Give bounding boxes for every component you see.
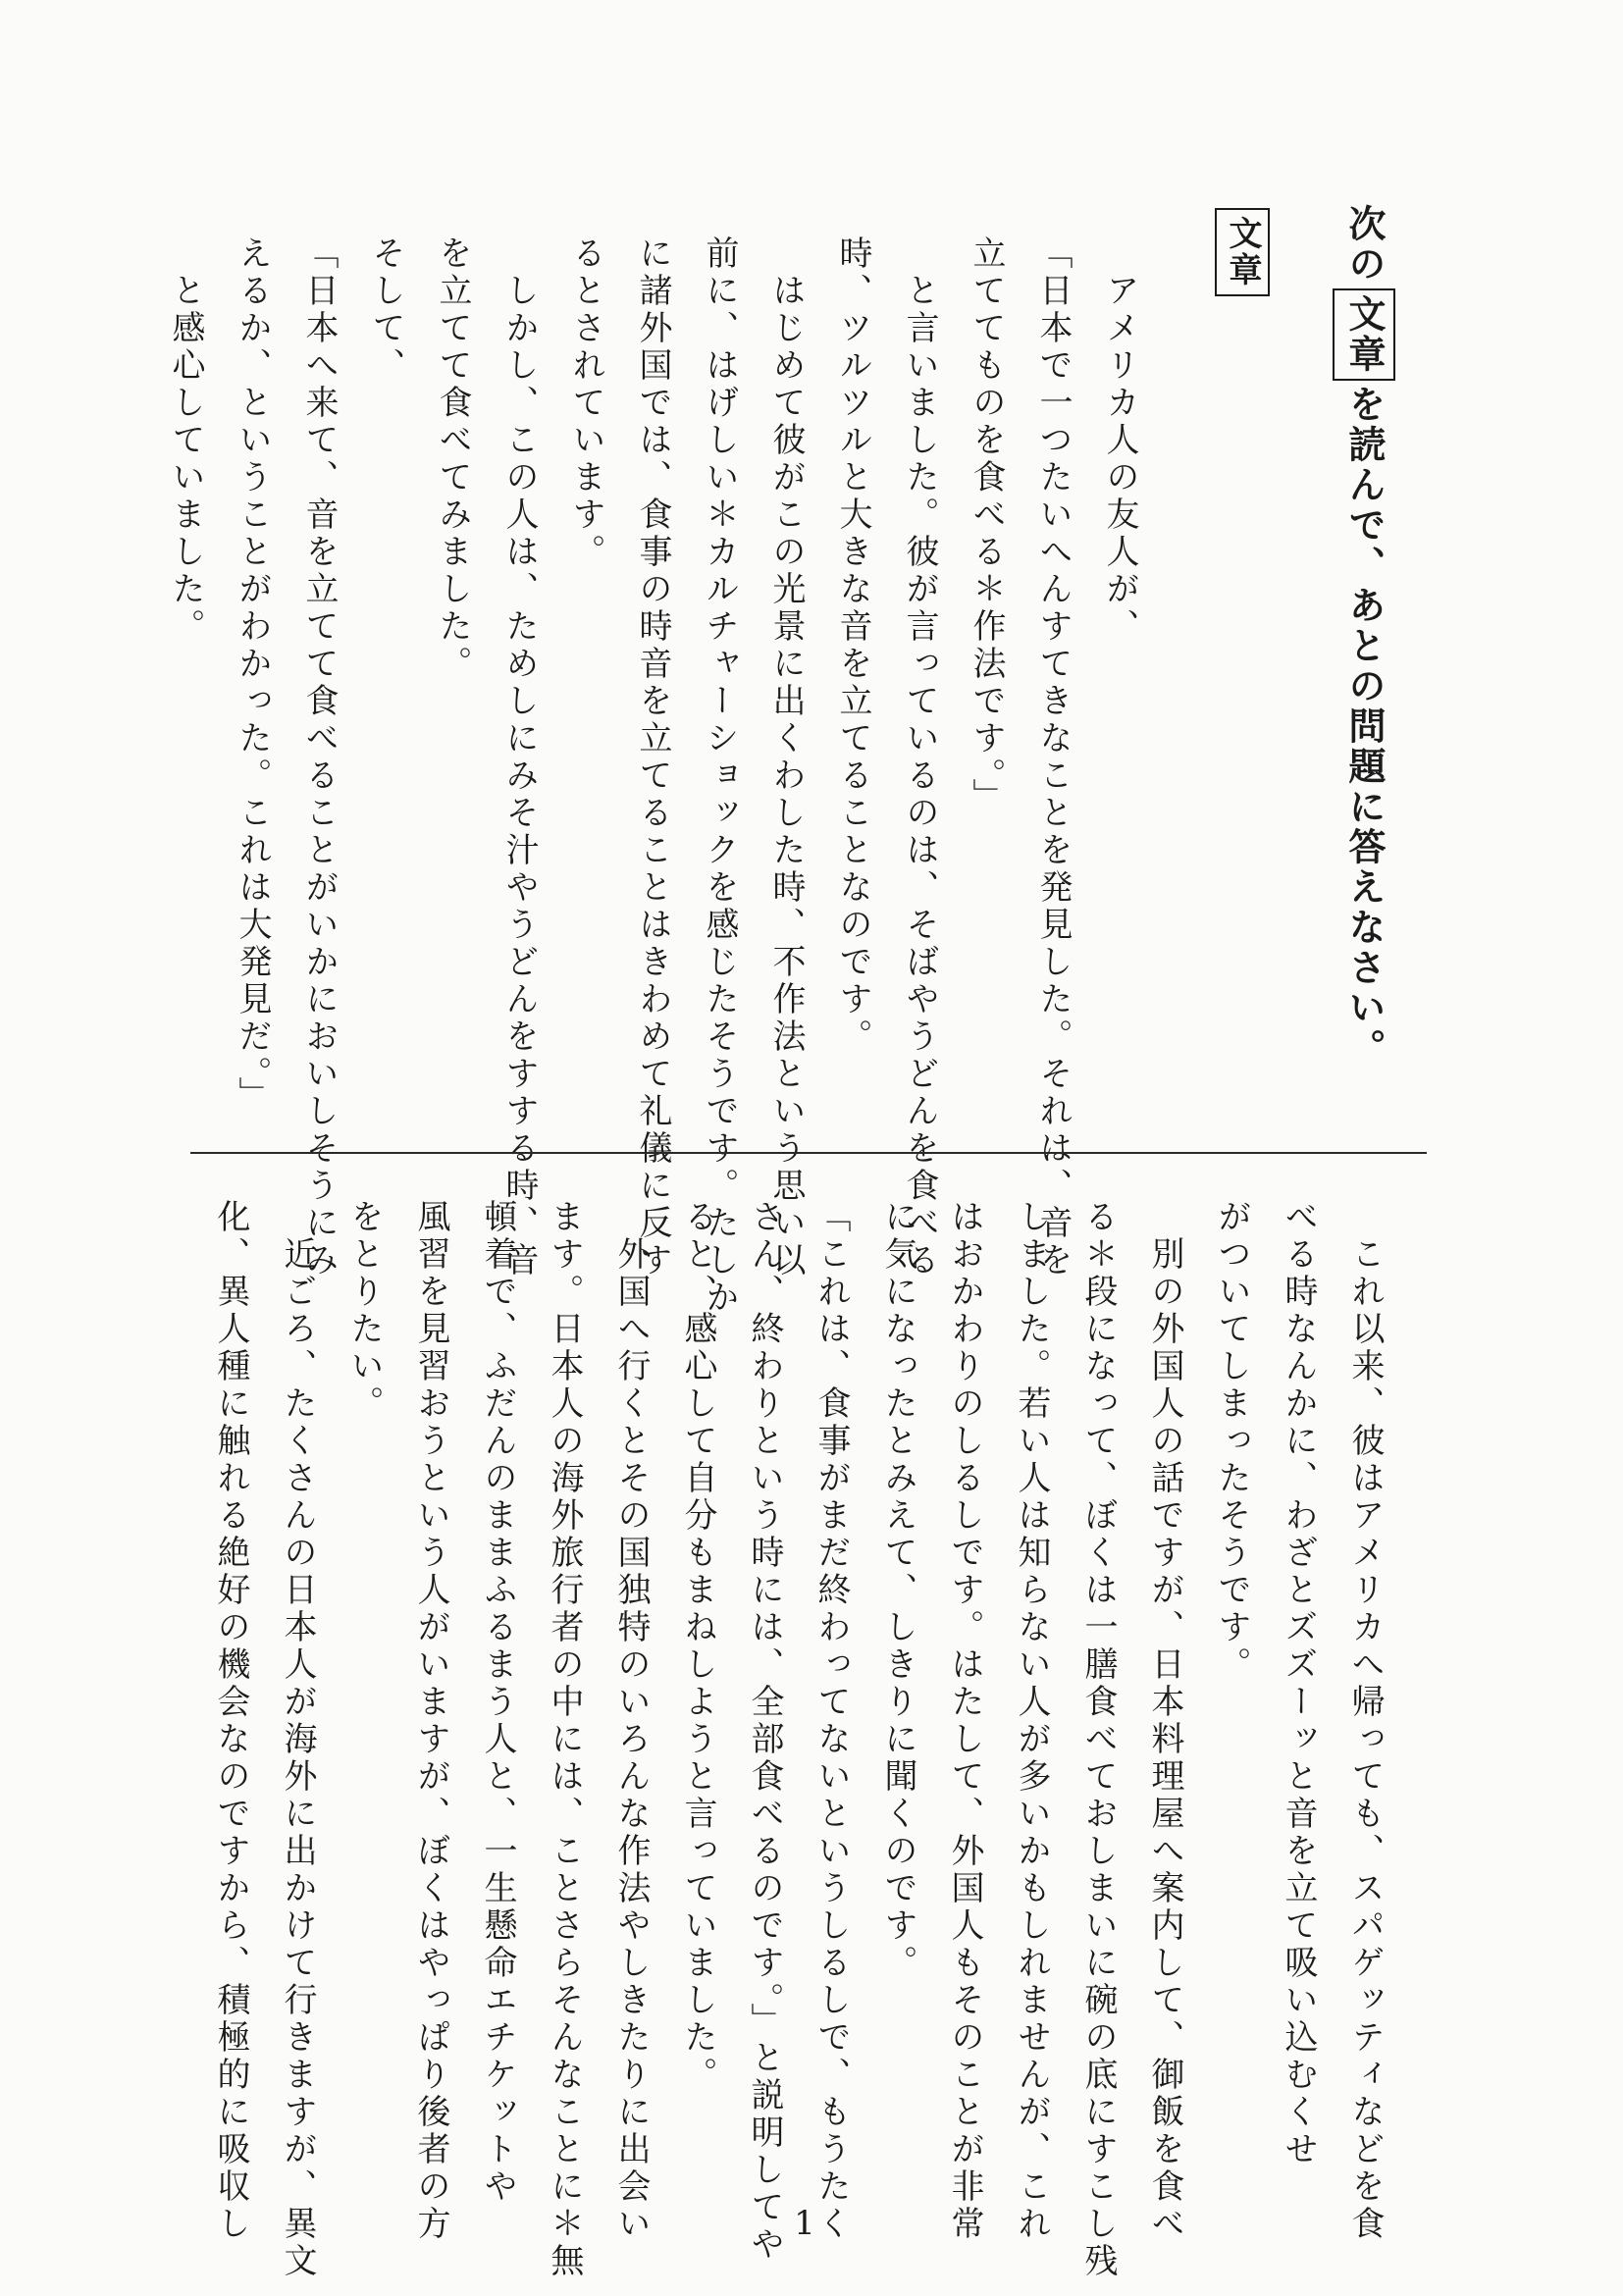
passage-line: はじめて彼がこの光景に出くわした時、不作法という思い以 — [766, 235, 806, 1279]
passage-line: を立てて食べてみました。 — [433, 235, 472, 683]
passage-line: 別の外国人の話ですが、日本料理屋へ案内して、御飯を食べ — [1145, 1199, 1184, 2243]
passage-line: 近ごろ、たくさんの日本人が海外に出かけて行きますが、異文 — [278, 1199, 317, 2280]
section-divider — [190, 1152, 1427, 1154]
passage-line: と言いました。彼が言っているのは、そばやうどんを食べる — [900, 235, 939, 1279]
passage-line: そして、 — [366, 235, 405, 385]
passage-line: 風習を見習おうという人がいますが、ぼくはやっぱり後者の方 — [411, 1199, 450, 2243]
instruction — [1333, 204, 1395, 1069]
passage-line: と感心していました。 — [166, 235, 205, 646]
passage-line: 頓着で、ふだんのままふるまう人と、一生懸命エチケットや — [478, 1199, 517, 2206]
instruction-boxed-word: 文章 — [1333, 288, 1395, 381]
passage-line: ると、感心して自分もまねしようと言っていました。 — [678, 1199, 717, 2094]
passage-line: さん、終わりという時には、全部食べるのです。」と説明してや — [745, 1199, 784, 2264]
passage-line: 外国へ行くとその国独特のいろんな作法やしきたりに出会い — [611, 1199, 651, 2243]
passage-line: べる時なんかに、わざとズズーッと音を立て吸い込むくせ — [1279, 1199, 1318, 2168]
passage-line: に諸外国では、食事の時音を立てることはきわめて礼儀に反す — [633, 235, 672, 1279]
passage-line: 「日本で一つたいへんすてきなことを発見した。それは、音を — [1033, 235, 1073, 1279]
passage-line: がついてしまったそうです。 — [1212, 1199, 1251, 1684]
passage-line: アメリカ人の友人が、 — [1100, 235, 1139, 646]
passage-line: これ以来、彼はアメリカへ帰っても、スパゲッティなどを食 — [1345, 1199, 1385, 2243]
instruction-after: を読んで、あとの問題に答えなさい。 — [1342, 385, 1386, 1069]
passage-line: はおかわりのしるしです。はたして、外国人もそのことが非常 — [945, 1199, 984, 2243]
passage-line: えるか、ということがわかった。これは大発見だ。」 — [233, 235, 272, 1114]
passage-line: しました。若い人は知らない人が多いかもしれませんが、これ — [1012, 1199, 1051, 2243]
passage-line: るとされています。 — [566, 235, 605, 571]
section-label: 文章 — [1215, 208, 1270, 296]
instruction-before: 次の — [1342, 204, 1386, 285]
passage-line: ます。日本人の海外旅行者の中には、ことさらそんなことに＊無 — [545, 1199, 584, 2280]
passage-line: 化、異人種に触れる絶好の機会なのですから、積極的に吸収し — [211, 1199, 250, 2243]
passage-line: 時、ツルツルと大きな音を立てることなのです。 — [833, 235, 872, 1056]
passage-line: 「日本へ来て、音を立てて食べることがいかにおいしそうにみ — [299, 235, 339, 1279]
passage-line: る＊段になって、ぼくは一膳食べておしまいに碗の底にすこし残 — [1078, 1199, 1118, 2280]
page-number: 1 — [794, 2204, 815, 2243]
lower-passage — [211, 1199, 1398, 2280]
passage-line: に気になったとみえて、しきりに聞くのです。 — [878, 1199, 917, 1982]
passage-line: 「これは、食事がまだ終わってないというしるしで、もうたく — [812, 1199, 851, 2243]
passage-line: しかし、この人は、ためしにみそ汁やうどんをすする時、音 — [499, 235, 539, 1279]
passage-line: 立ててものを食べる＊作法です。」 — [967, 235, 1006, 815]
passage-line: をとりたい。 — [344, 1199, 384, 1423]
passage-line: 前に、はげしい＊カルチャーショックを感じたそうです。たしか — [700, 235, 739, 1317]
